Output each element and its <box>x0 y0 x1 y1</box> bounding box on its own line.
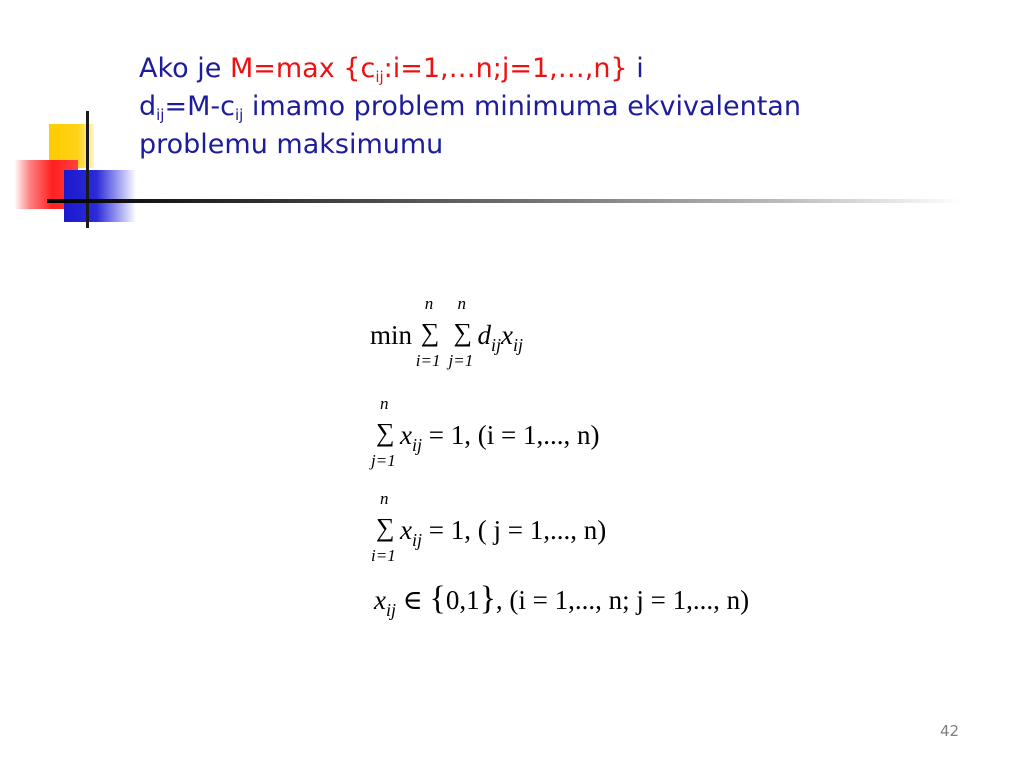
sum-upper: n <box>457 294 467 313</box>
page-number: 42 <box>940 722 960 740</box>
sigma-icon: ∑ <box>453 318 473 347</box>
var-x: x <box>501 320 514 350</box>
subscript: ij <box>491 335 502 355</box>
subscript: ij <box>411 530 422 550</box>
subscript: ij <box>513 335 524 355</box>
subscript: ij <box>156 106 165 124</box>
brace-close: } <box>479 580 496 617</box>
title-text: =M-c <box>164 91 235 122</box>
sum-symbol <box>448 294 478 370</box>
constraint-rhs: = 1, (i = 1,..., n) <box>422 420 600 450</box>
title-text: d <box>139 91 157 122</box>
element-of-symbol: ∈ <box>396 585 430 615</box>
sum-symbol <box>415 294 445 370</box>
title-highlight-text: :i=1,…n;j=1,…,n} <box>383 53 628 84</box>
constraint-column-sum <box>371 489 607 565</box>
subscript: ij <box>235 106 244 124</box>
subscript: ij <box>385 600 396 620</box>
objective-formula <box>370 294 524 370</box>
subscript: ij <box>375 68 384 86</box>
title-line-3: problemu maksimumu <box>139 129 444 160</box>
var-x: x <box>400 515 412 545</box>
slide-title <box>139 50 939 164</box>
title-text: i <box>627 53 644 84</box>
constraint-rhs: , (i = 1,..., n; j = 1,..., n) <box>495 585 750 615</box>
sum-symbol <box>371 394 400 470</box>
sum-upper: n <box>380 489 389 508</box>
var-x: x <box>374 585 386 615</box>
var-d: d <box>477 320 492 350</box>
constraint-binary <box>374 580 749 621</box>
constraint-rhs: = 1, ( j = 1,..., n) <box>422 515 607 545</box>
sum-lower: i=1 <box>371 546 396 565</box>
title-text: Ako je <box>139 53 230 84</box>
decor-vertical-line <box>86 111 89 228</box>
subscript: ij <box>411 435 422 455</box>
title-highlight <box>230 53 628 84</box>
sum-lower: j=1 <box>371 451 396 470</box>
sum-upper: n <box>424 294 434 313</box>
title-highlight-text: M=max {c <box>229 53 376 84</box>
title-text: imamo problem minimuma ekvivalentan <box>243 91 801 122</box>
sum-upper: n <box>380 394 389 413</box>
title-underline <box>47 199 962 203</box>
sigma-icon: ∑ <box>376 418 395 447</box>
sigma-icon: ∑ <box>376 513 395 542</box>
title-line-2 <box>139 88 939 126</box>
decor-blue-square <box>64 170 136 222</box>
binary-set: 0,1 <box>445 585 480 615</box>
brace-open: { <box>429 580 446 617</box>
var-x: x <box>400 420 412 450</box>
min-operator: min <box>370 320 413 350</box>
sigma-icon: ∑ <box>420 318 440 347</box>
sum-lower: j=1 <box>448 351 474 370</box>
title-line-1 <box>139 50 939 88</box>
sum-lower: i=1 <box>415 351 441 370</box>
constraint-row-sum <box>371 394 600 470</box>
sum-symbol <box>371 489 400 565</box>
